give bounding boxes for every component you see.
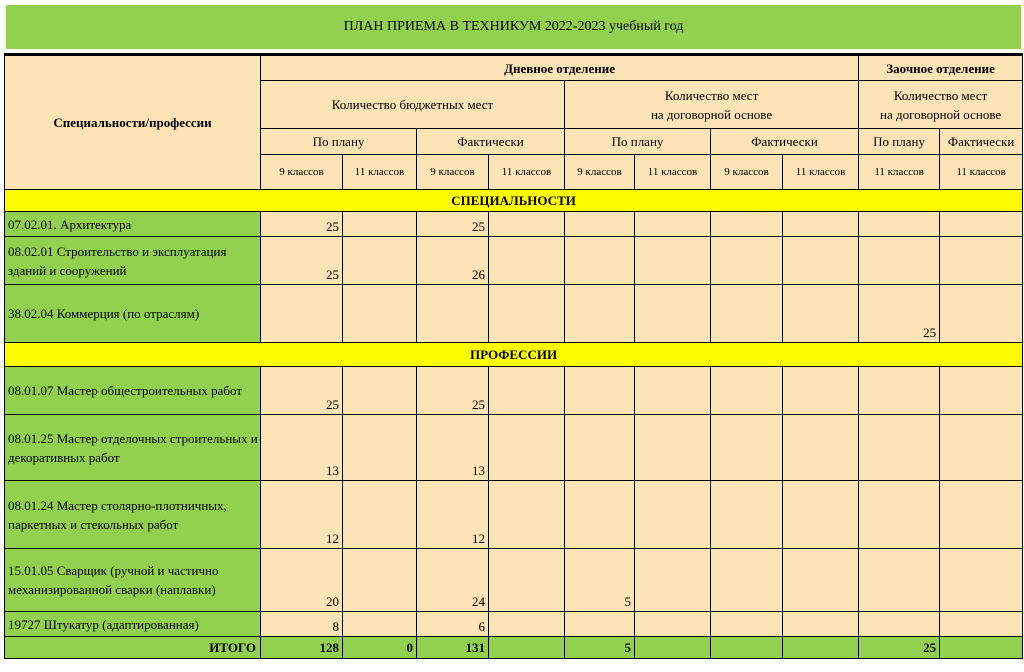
value-cell bbox=[783, 237, 859, 285]
value-cell bbox=[635, 481, 711, 549]
table-row bbox=[5, 212, 1023, 237]
value-cell bbox=[261, 285, 343, 343]
total-cell: 131 bbox=[417, 637, 489, 659]
value-cell bbox=[711, 481, 783, 549]
value-cell bbox=[859, 212, 940, 237]
total-cell bbox=[711, 637, 783, 659]
program-name: 08.02.01 Строительство и эксплуатация зданий и сооружений bbox=[5, 237, 261, 285]
total-cell bbox=[489, 637, 565, 659]
program-name: 08.01.25 Мастер отделочных строительных и декоративных работ bbox=[5, 415, 261, 481]
budget-actual-header: Фактически bbox=[417, 129, 565, 155]
value-cell bbox=[343, 415, 417, 481]
value-cell bbox=[565, 212, 635, 237]
section-professions: ПРОФЕССИИ bbox=[5, 343, 1023, 367]
grade-11-header: 11 классов bbox=[343, 155, 417, 190]
value-cell bbox=[859, 481, 940, 549]
value-cell: 13 bbox=[417, 415, 489, 481]
correspondence-dept-header: Заочное отделение bbox=[859, 55, 1023, 81]
value-cell bbox=[940, 367, 1023, 415]
value-cell bbox=[489, 237, 565, 285]
value-cell bbox=[343, 549, 417, 612]
value-cell bbox=[343, 367, 417, 415]
zo-actual-header: Фактически bbox=[940, 129, 1023, 155]
value-cell bbox=[635, 612, 711, 637]
value-cell bbox=[783, 481, 859, 549]
value-cell bbox=[489, 612, 565, 637]
value-cell bbox=[343, 481, 417, 549]
value-cell bbox=[417, 285, 489, 343]
value-cell bbox=[565, 481, 635, 549]
value-cell: 25 bbox=[261, 237, 343, 285]
value-cell bbox=[940, 212, 1023, 237]
value-cell bbox=[859, 549, 940, 612]
program-name: 08.01.24 Мастер столярно-плотничных, паркетных и стекольных работ bbox=[5, 481, 261, 549]
specialties-header: Специальности/профессии bbox=[5, 55, 261, 190]
value-cell bbox=[343, 212, 417, 237]
value-cell bbox=[711, 212, 783, 237]
value-cell bbox=[859, 612, 940, 637]
value-cell bbox=[489, 549, 565, 612]
table-row bbox=[5, 612, 1023, 637]
grade-11-header: 11 классов bbox=[635, 155, 711, 190]
total-cell: 25 bbox=[859, 637, 940, 659]
total-cell: 0 bbox=[343, 637, 417, 659]
value-cell bbox=[859, 367, 940, 415]
value-cell bbox=[711, 367, 783, 415]
value-cell bbox=[489, 415, 565, 481]
value-cell bbox=[783, 612, 859, 637]
program-name: 08.01.07 Мастер общестроительных работ bbox=[5, 367, 261, 415]
value-cell: 12 bbox=[417, 481, 489, 549]
value-cell: 13 bbox=[261, 415, 343, 481]
value-cell: 6 bbox=[417, 612, 489, 637]
table-row bbox=[5, 367, 1023, 415]
grade-11-header: 11 классов bbox=[489, 155, 565, 190]
grade-11-header: 11 классов bbox=[940, 155, 1023, 190]
contract-places-zo-header: Количество мест на договорной основе bbox=[859, 81, 1023, 129]
grade-9-header: 9 классов bbox=[565, 155, 635, 190]
section-specialties: СПЕЦИАЛЬНОСТИ bbox=[5, 190, 1023, 212]
grade-9-header: 9 классов bbox=[261, 155, 343, 190]
value-cell: 25 bbox=[261, 212, 343, 237]
table-row bbox=[5, 415, 1023, 481]
total-label: ИТОГО bbox=[5, 637, 261, 659]
program-name: 19727 Штукатур (адаптированная) bbox=[5, 612, 261, 637]
table-row bbox=[5, 481, 1023, 549]
total-cell bbox=[635, 637, 711, 659]
contract-plan-header: По плану bbox=[565, 129, 711, 155]
contract-actual-header: Фактически bbox=[711, 129, 859, 155]
program-name: 07.02.01. Архитектура bbox=[5, 212, 261, 237]
value-cell bbox=[565, 367, 635, 415]
total-cell bbox=[783, 637, 859, 659]
value-cell bbox=[711, 285, 783, 343]
value-cell bbox=[783, 549, 859, 612]
total-cell bbox=[940, 637, 1023, 659]
value-cell bbox=[783, 285, 859, 343]
value-cell bbox=[635, 549, 711, 612]
value-cell bbox=[940, 415, 1023, 481]
value-cell bbox=[940, 549, 1023, 612]
page-title: ПЛАН ПРИЕМА В ТЕХНИКУМ 2022-2023 учебный год bbox=[6, 5, 1021, 49]
program-name: 38.02.04 Коммерция (по отраслям) bbox=[5, 285, 261, 343]
admission-plan-table bbox=[4, 53, 1023, 659]
value-cell bbox=[343, 612, 417, 637]
value-cell bbox=[343, 285, 417, 343]
value-cell bbox=[565, 237, 635, 285]
value-cell: 25 bbox=[417, 367, 489, 415]
value-cell bbox=[635, 415, 711, 481]
total-cell: 128 bbox=[261, 637, 343, 659]
value-cell: 12 bbox=[261, 481, 343, 549]
value-cell bbox=[940, 481, 1023, 549]
value-cell bbox=[489, 481, 565, 549]
table-row bbox=[5, 285, 1023, 343]
value-cell: 24 bbox=[417, 549, 489, 612]
value-cell: 8 bbox=[261, 612, 343, 637]
value-cell bbox=[859, 415, 940, 481]
value-cell bbox=[783, 367, 859, 415]
value-cell bbox=[940, 285, 1023, 343]
total-row bbox=[5, 637, 1023, 659]
value-cell bbox=[635, 212, 711, 237]
table-row bbox=[5, 237, 1023, 285]
grade-9-header: 9 классов bbox=[711, 155, 783, 190]
table-row bbox=[5, 549, 1023, 612]
value-cell bbox=[489, 285, 565, 343]
contract-places-header: Количество мест на договорной основе bbox=[565, 81, 859, 129]
budget-plan-header: По плану bbox=[261, 129, 417, 155]
value-cell bbox=[635, 367, 711, 415]
value-cell: 25 bbox=[417, 212, 489, 237]
value-cell bbox=[711, 237, 783, 285]
value-cell bbox=[711, 549, 783, 612]
value-cell: 26 bbox=[417, 237, 489, 285]
value-cell bbox=[489, 367, 565, 415]
grade-11-header: 11 классов bbox=[859, 155, 940, 190]
grade-9-header: 9 классов bbox=[417, 155, 489, 190]
value-cell bbox=[940, 612, 1023, 637]
value-cell bbox=[565, 612, 635, 637]
value-cell bbox=[489, 212, 565, 237]
program-name: 15.01.05 Сварщик (ручной и частично механизированной сварки (наплавки) bbox=[5, 549, 261, 612]
day-dept-header: Дневное отделение bbox=[261, 55, 859, 81]
value-cell: 5 bbox=[565, 549, 635, 612]
value-cell bbox=[859, 237, 940, 285]
grade-11-header: 11 классов bbox=[783, 155, 859, 190]
value-cell bbox=[635, 237, 711, 285]
value-cell bbox=[783, 415, 859, 481]
value-cell: 25 bbox=[859, 285, 940, 343]
value-cell: 25 bbox=[261, 367, 343, 415]
budget-places-header: Количество бюджетных мест bbox=[261, 81, 565, 129]
value-cell bbox=[940, 237, 1023, 285]
value-cell bbox=[565, 285, 635, 343]
value-cell bbox=[635, 285, 711, 343]
value-cell bbox=[783, 212, 859, 237]
zo-plan-header: По плану bbox=[859, 129, 940, 155]
value-cell bbox=[711, 415, 783, 481]
value-cell bbox=[343, 237, 417, 285]
total-cell: 5 bbox=[565, 637, 635, 659]
value-cell bbox=[711, 612, 783, 637]
value-cell: 20 bbox=[261, 549, 343, 612]
value-cell bbox=[565, 415, 635, 481]
